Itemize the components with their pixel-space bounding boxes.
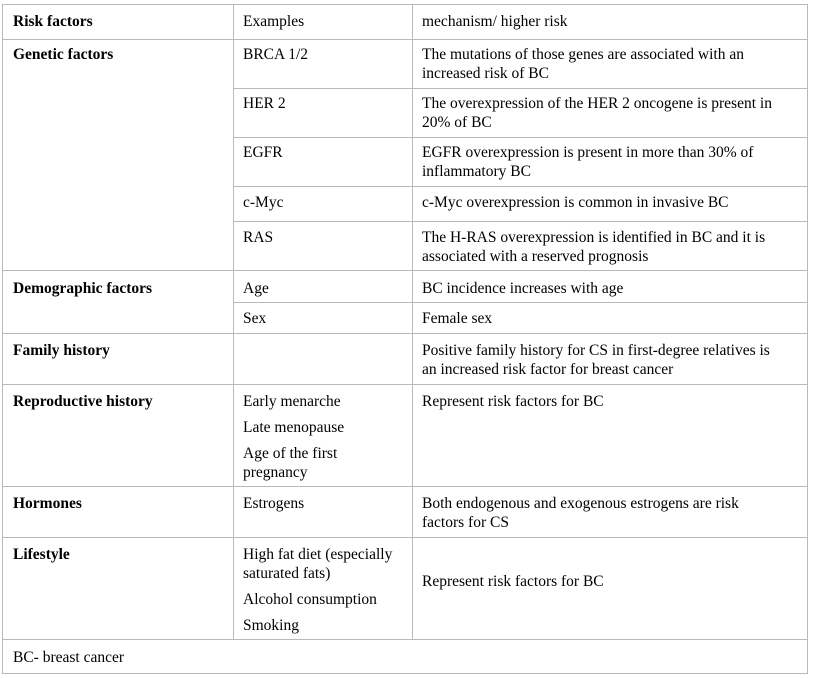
table-line <box>2 639 808 640</box>
mechanism-her2-line1: The overexpression of the HER 2 oncogene is present in <box>422 95 772 112</box>
header-mechanism: mechanism/ higher risk <box>422 13 568 30</box>
mechanism-ras-line2: associated with a reserved prognosis <box>422 248 649 265</box>
table-line <box>233 4 234 640</box>
category-hormones: Hormones <box>13 495 82 512</box>
table-line <box>2 673 808 674</box>
mechanism-age: BC incidence increases with age <box>422 280 624 297</box>
category-lifestyle: Lifestyle <box>13 546 70 563</box>
mechanism-family-line2: an increased risk factor for breast cancer <box>422 361 674 378</box>
example-brca: BRCA 1/2 <box>243 46 309 63</box>
mechanism-lifestyle: Represent risk factors for BC <box>422 573 604 590</box>
example-smoking: Smoking <box>243 617 299 634</box>
table-line <box>2 486 808 487</box>
mechanism-egfr-line1: EGFR overexpression is present in more than 30% of <box>422 144 754 161</box>
example-high-fat-diet-line1: High fat diet (especially <box>243 546 393 563</box>
category-reproductive-history: Reproductive history <box>13 393 153 410</box>
mechanism-her2-line2: 20% of BC <box>422 114 492 131</box>
header-examples: Examples <box>243 13 305 30</box>
example-early-menarche: Early menarche <box>243 393 341 410</box>
table-line <box>2 4 808 5</box>
example-estrogens: Estrogens <box>243 495 305 512</box>
mechanism-ras-line1: The H-RAS overexpression is identified in BC and it is <box>422 229 766 246</box>
mechanism-hormones-line1: Both endogenous and exogenous estrogens are risk <box>422 495 739 512</box>
table-line <box>2 39 808 40</box>
table-line <box>2 384 808 385</box>
table-line <box>233 186 808 187</box>
mechanism-brca-line2: increased risk of BC <box>422 65 549 82</box>
example-age-first-pregnancy-line1: Age of the first <box>243 445 338 462</box>
example-late-menopause: Late menopause <box>243 419 345 436</box>
category-genetic-factors: Genetic factors <box>13 46 114 63</box>
example-high-fat-diet-line2: saturated fats) <box>243 565 331 582</box>
category-demographic-factors: Demographic factors <box>13 280 153 297</box>
table-line <box>807 4 808 674</box>
mechanism-reproductive: Represent risk factors for BC <box>422 393 604 410</box>
example-ras: RAS <box>243 229 274 246</box>
mechanism-egfr-line2: inflammatory BC <box>422 163 531 180</box>
example-egfr: EGFR <box>243 144 283 161</box>
table-line <box>2 333 808 334</box>
table-line <box>233 137 808 138</box>
table-line <box>2 270 808 271</box>
example-alcohol: Alcohol consumption <box>243 591 377 608</box>
example-sex: Sex <box>243 310 267 327</box>
example-her2: HER 2 <box>243 95 286 112</box>
table-footnote: BC- breast cancer <box>13 649 125 666</box>
category-family-history: Family history <box>13 342 110 359</box>
mechanism-family-line1: Positive family history for CS in first-degree relatives is <box>422 342 770 359</box>
table-line <box>412 4 413 640</box>
mechanism-brca-line1: The mutations of those genes are associated with an <box>422 46 744 63</box>
mechanism-sex: Female sex <box>422 310 493 327</box>
example-cmyc: c-Myc <box>243 194 284 211</box>
mechanism-hormones-line2: factors for CS <box>422 514 509 531</box>
table-line <box>2 537 808 538</box>
table-line <box>233 88 808 89</box>
table-line <box>233 221 808 222</box>
table-line <box>2 4 3 674</box>
header-risk-factors: Risk factors <box>13 13 93 30</box>
example-age: Age <box>243 280 269 297</box>
example-age-first-pregnancy-line2: pregnancy <box>243 464 308 481</box>
table-line <box>233 302 808 303</box>
mechanism-cmyc: c-Myc overexpression is common in invasive BC <box>422 194 729 211</box>
